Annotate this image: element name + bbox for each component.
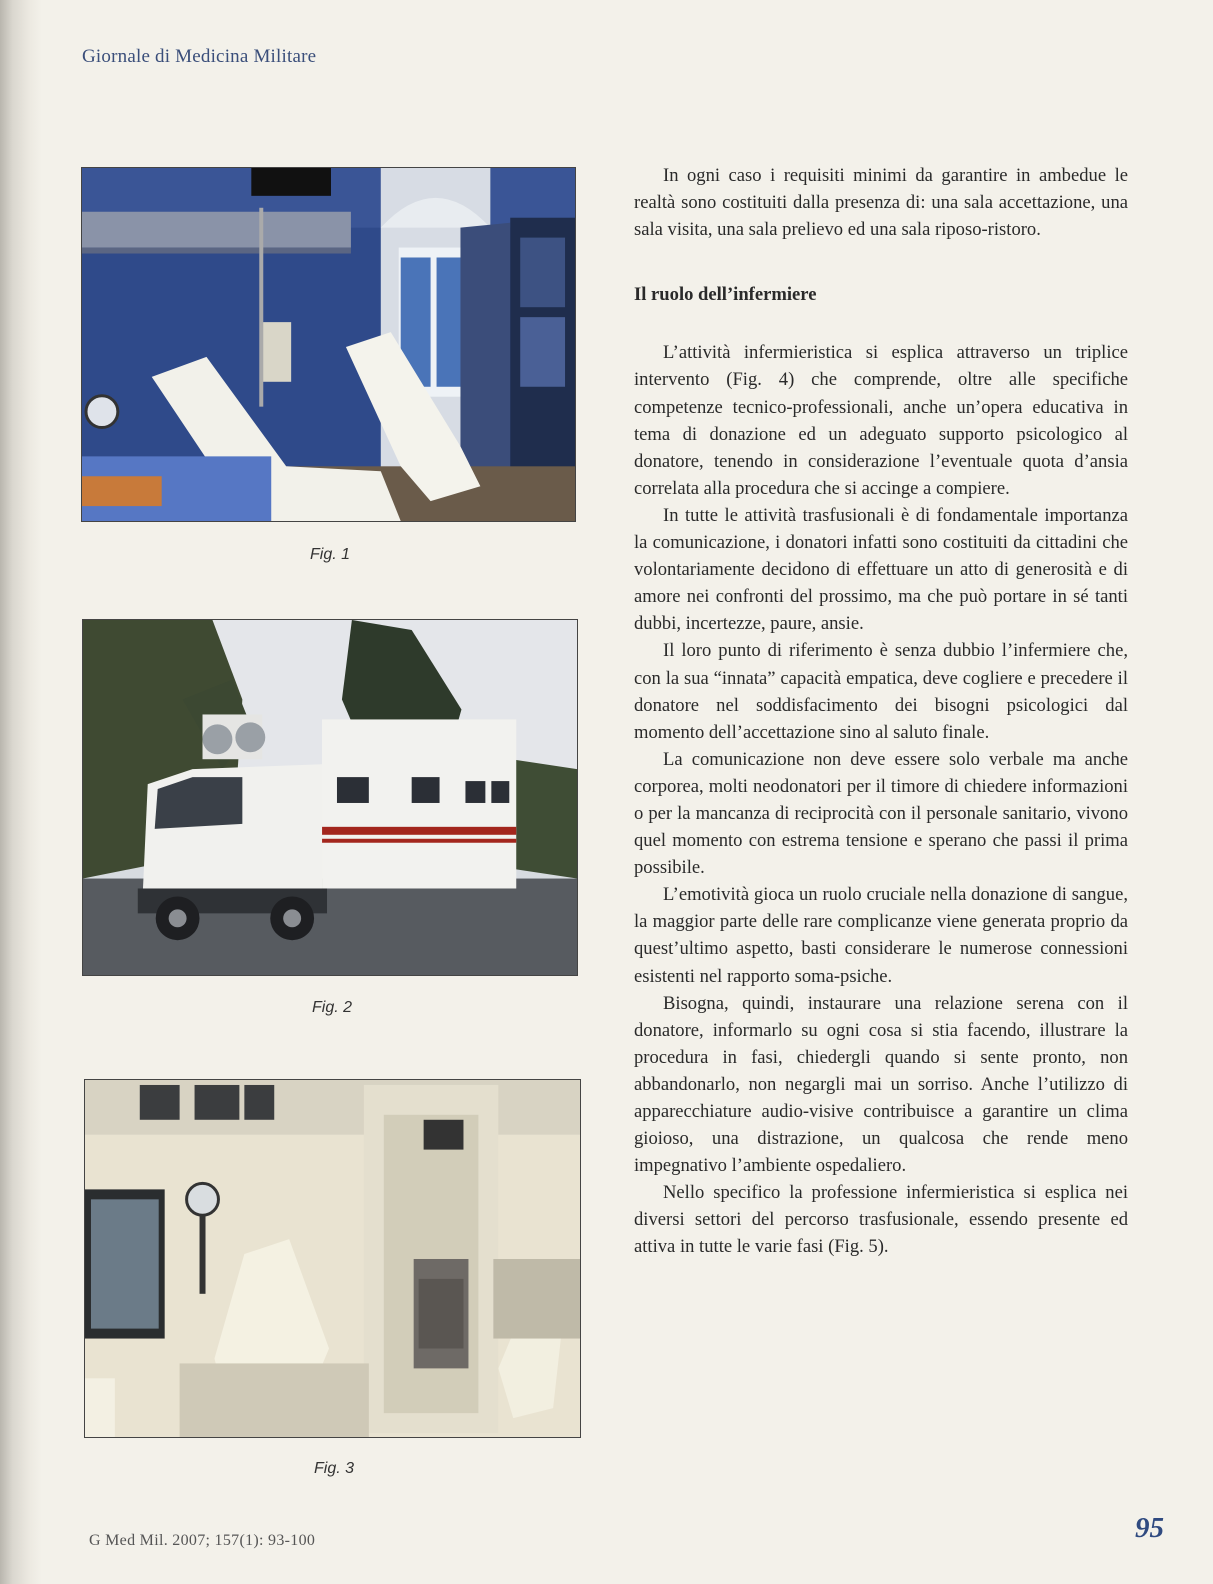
figure-1-caption: Fig. 1 [310,546,351,563]
body-paragraph: Bisogna, quindi, instaurare una relazione serena con il donatore, informarlo su ogni cosa si stia facendo, illustrare la procedura in fasi, chiedergli quando si sente pronto, non abbandonarlo, non negargli mai un sorriso. Anche l’utilizzo di apparecchiature audio-visive contribuisce a garantire un clima gioioso, una distrazione, un qualcosa che rende meno impegnativo l’ambiente ospedaliero. [634,992,1128,1177]
figure-1-photo [81,167,576,522]
figure-3-caption: Fig. 3 [314,1460,355,1477]
running-head: Giornale di Medicina Militare [82,46,317,67]
figure-3-photo [84,1079,581,1438]
footer-citation: G Med Mil. 2007; 157(1): 93-100 [89,1532,316,1549]
body-paragraph: In tutte le attività trasfusionali è di fondamentale importanza la comunicazione, i donatori infatti sono costituiti da cittadini che volontariamente decidono di effettuare un atto di generosità e di amore nei confronti del prossimo, ma che può portare in sé tanti dubbi, incertezze, paure, ansie. [634,504,1128,635]
body-paragraph: L’emotività gioca un ruolo cruciale nella donazione di sangue, la maggior parte delle rare complicanze viene generata proprio da quest’ultimo aspetto, basti considerare le numerose connessioni esistenti nel rapporto soma-psiche. [634,884,1128,987]
figure-2-caption: Fig. 2 [312,999,353,1016]
body-paragraph: La comunicazione non deve essere solo verbale ma anche corporea, molti neodonatori per il timore di chiedere informazioni o per la mancanza di reciprocità con il personale sanitario, vivono quel momento con estrema tensione e sperano che passi il prima possibile. [634,748,1128,879]
body-paragraph: Nello specifico la professione infermieristica si esplica nei diversi settori del percorso trasfusionale, essendo presente ed attiva in tutte le varie fasi (Fig. 5). [634,1182,1128,1258]
intro-paragraph: In ogni caso i requisiti minimi da garantire in ambedue le realtà sono costituiti dalla presenza di: una sala accettazione, una sala visita, una sala prelievo ed una sala riposo-ristoro. [634,165,1128,241]
donation-room-image [82,168,575,521]
mobile-unit-interior-image [85,1080,580,1437]
body-paragraph: L’attività infermieristica si esplica attraverso un triplice intervento (Fig. 4) che comprende, oltre alle specifiche competenze tecnico-professionali, anche un’opera educativa in tema di donazione ed un adeguato supporto psicologico al donatore, tenendo in considerazione l’eventuale quota d’ansia correlata alla procedura che si accinge a compiere. [634,342,1128,499]
page-binding-shadow [0,0,42,1584]
mobile-unit-truck-image [83,620,577,975]
page-number: 95 [1135,1512,1164,1544]
section-heading: Il ruolo dell’infermiere [634,284,817,306]
body-paragraph: Il loro punto di riferimento è senza dubbio l’infermiere che, con la sua “innata” capacità empatica, deve cogliere e precedere il donatore nel soddisfacimento dei bisogni psicologici dal momento dell’accettazione sino al saluto finale. [634,640,1128,743]
figure-2-photo [82,619,578,976]
article-text-column [634,162,1128,1261]
